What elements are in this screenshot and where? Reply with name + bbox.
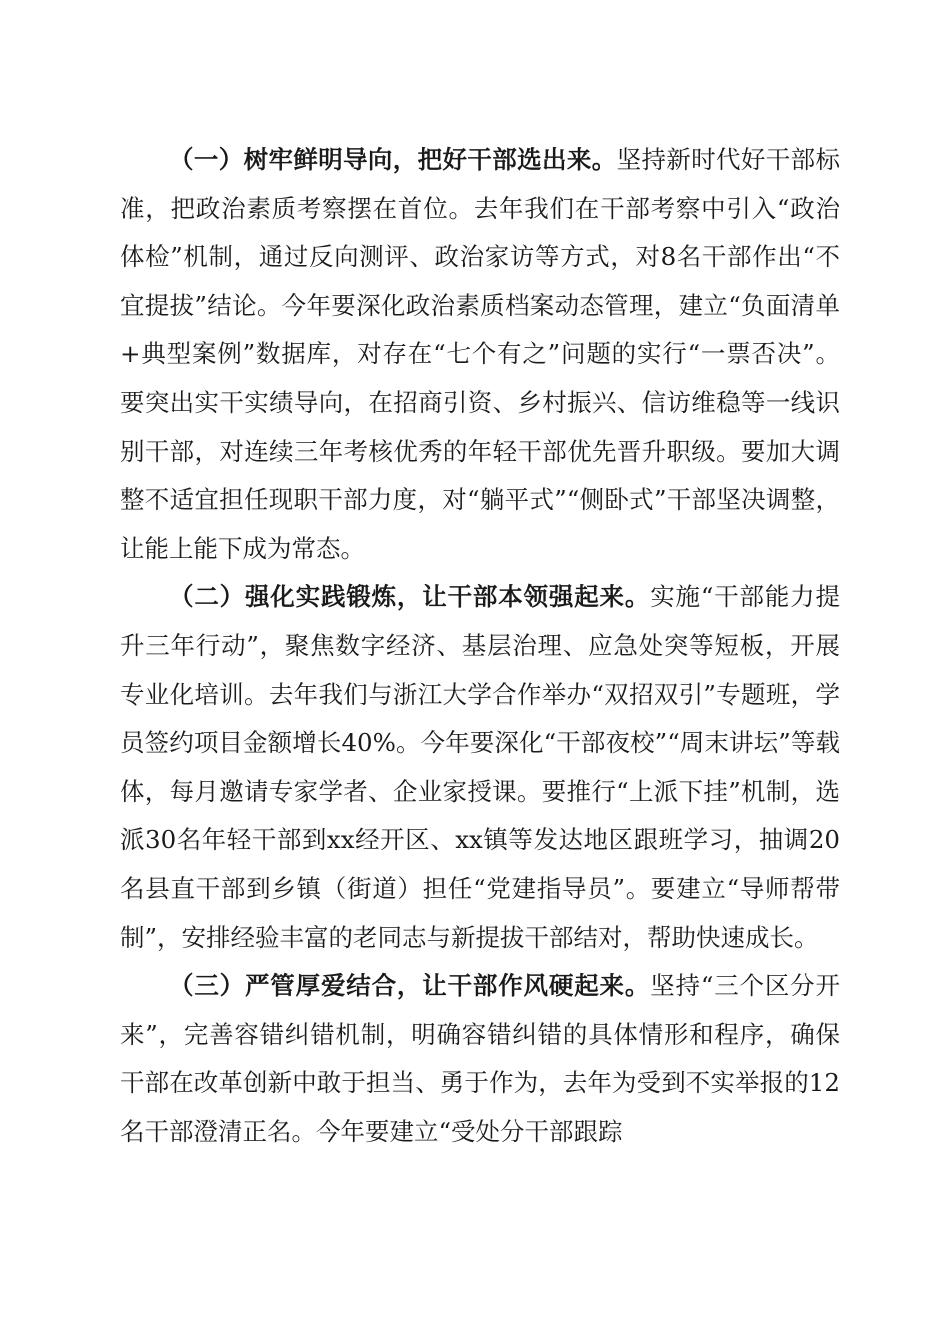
paragraph-2-text: 实施“干部能力提升三年行动”，聚焦数字经济、基层治理、应急处突等短板，开展专业化培训。去年我们与浙江大学合作举办“双招双引”专题班，学员签约项目金额增长40%。今年要深化“干部夜校”“周末讲坛”等载体，每月邀请专家学者、企业家授课。要推行“上派下挂”机制，选派30名年轻干部到xx经开区、xx镇等发达地区跟班学习，抽调20名县直干部到乡镇（街道）担任“党建指导员”。要建立“导师帮带制”，安排经验丰富的老同志与新提拔干部结对，帮助快速成长。 [120, 582, 840, 952]
paragraph-2 [120, 573, 840, 962]
paragraph-3 [120, 962, 840, 1156]
paragraph-3-heading: （三）严管厚爱结合，让干部作风硬起来。 [169, 971, 651, 1001]
paragraph-1 [120, 136, 840, 573]
paragraph-2-heading: （二）强化实践锻炼，让干部本领强起来。 [169, 582, 651, 612]
paragraph-3-text: 坚持“三个区分开来”，完善容错纠错机制，明确容错纠错的具体情形和程序，确保干部在改革创新中敢于担当、勇于作为，去年为受到不实举报的12名干部澄清正名。今年要建立“受处分干部跟踪 [120, 971, 840, 1146]
paragraph-1-text: 坚持新时代好干部标准，把政治素质考察摆在首位。去年我们在干部考察中引入“政治体检”机制，通过反向测评、政治家访等方式，对8名干部作出“不宜提拔”结论。今年要深化政治素质档案动态管理，建立“负面清单+典型案例”数据库，对存在“七个有之”问题的实行“一票否决”。要突出实干实绩导向，在招商引资、乡村振兴、信访维稳等一线识别干部，对连续三年考核优秀的年轻干部优先晋升职级。要加大调整不适宜担任现职干部力度，对“躺平式”“侧卧式”干部坚决调整，让能上能下成为常态。 [120, 145, 841, 563]
paragraph-1-heading: （一）树牢鲜明导向，把好干部选出来。 [169, 145, 617, 174]
document-body [120, 136, 840, 1156]
